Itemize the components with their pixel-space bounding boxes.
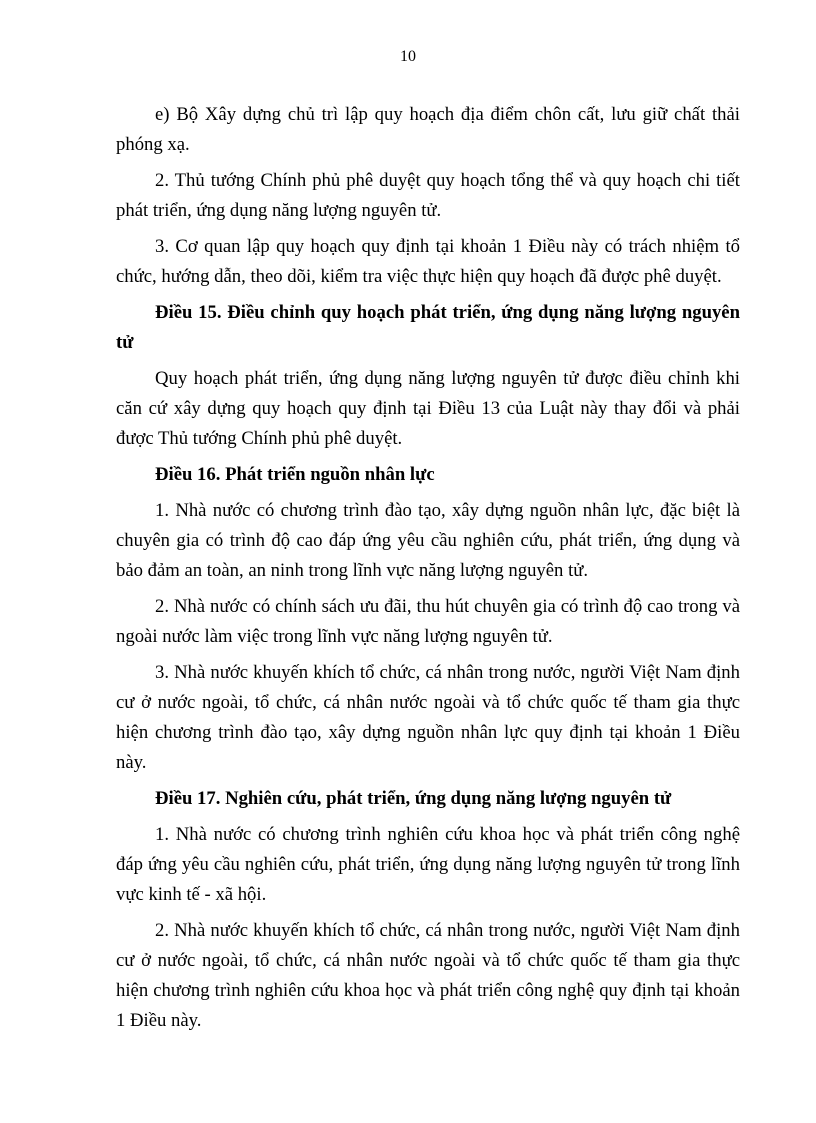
paragraph: 2. Nhà nước khuyến khích tổ chức, cá nhân trong nước, người Việt Nam định cư ở nước ngoài, tổ chức, cá nhân nước ngoài và tổ chức quốc tế tham gia thực hiện chương trình nghiên cứu khoa học và phát triển công nghệ quy định tại khoản 1 Điều này. bbox=[116, 920, 740, 1031]
paragraph: 2. Thủ tướng Chính phủ phê duyệt quy hoạch tổng thể và quy hoạch chi tiết phát triển, ứng dụng năng lượng nguyên tử. bbox=[116, 170, 740, 221]
document-body bbox=[116, 100, 740, 1042]
article-heading: Điều 15. Điều chỉnh quy hoạch phát triển, ứng dụng năng lượng nguyên tử bbox=[116, 302, 740, 353]
paragraph: 3. Cơ quan lập quy hoạch quy định tại khoản 1 Điều này có trách nhiệm tổ chức, hướng dẫn, theo dõi, kiểm tra việc thực hiện quy hoạch đã được phê duyệt. bbox=[116, 236, 740, 287]
article-heading: Điều 17. Nghiên cứu, phát triển, ứng dụng năng lượng nguyên tử bbox=[155, 788, 672, 809]
article-heading: Điều 16. Phát triển nguồn nhân lực bbox=[155, 464, 435, 485]
paragraph: e) Bộ Xây dựng chủ trì lập quy hoạch địa điểm chôn cất, lưu giữ chất thải phóng xạ. bbox=[116, 104, 740, 155]
page-number: 10 bbox=[400, 48, 416, 65]
paragraph: 1. Nhà nước có chương trình đào tạo, xây dựng nguồn nhân lực, đặc biệt là chuyên gia có trình độ cao đáp ứng yêu cầu nghiên cứu, phát triển, ứng dụng và bảo đảm an toàn, an ninh trong lĩnh vực năng lượng nguyên tử. bbox=[116, 500, 740, 581]
paragraph: Quy hoạch phát triển, ứng dụng năng lượng nguyên tử được điều chỉnh khi căn cứ xây dựng quy hoạch quy định tại Điều 13 của Luật này thay đổi và phải được Thủ tướng Chính phủ phê duyệt. bbox=[116, 368, 740, 449]
paragraph: 1. Nhà nước có chương trình nghiên cứu khoa học và phát triển công nghệ đáp ứng yêu cầu nghiên cứu, phát triển, ứng dụng năng lượng nguyên tử trong lĩnh vực kinh tế - xã hội. bbox=[116, 824, 740, 905]
paragraph: 2. Nhà nước có chính sách ưu đãi, thu hút chuyên gia có trình độ cao trong và ngoài nước làm việc trong lĩnh vực năng lượng nguyên tử. bbox=[116, 596, 740, 647]
paragraph: 3. Nhà nước khuyến khích tổ chức, cá nhân trong nước, người Việt Nam định cư ở nước ngoài, tổ chức, cá nhân nước ngoài và tổ chức quốc tế tham gia thực hiện chương trình đào tạo, xây dựng nguồn nhân lực quy định tại khoản 1 Điều này. bbox=[116, 662, 740, 773]
